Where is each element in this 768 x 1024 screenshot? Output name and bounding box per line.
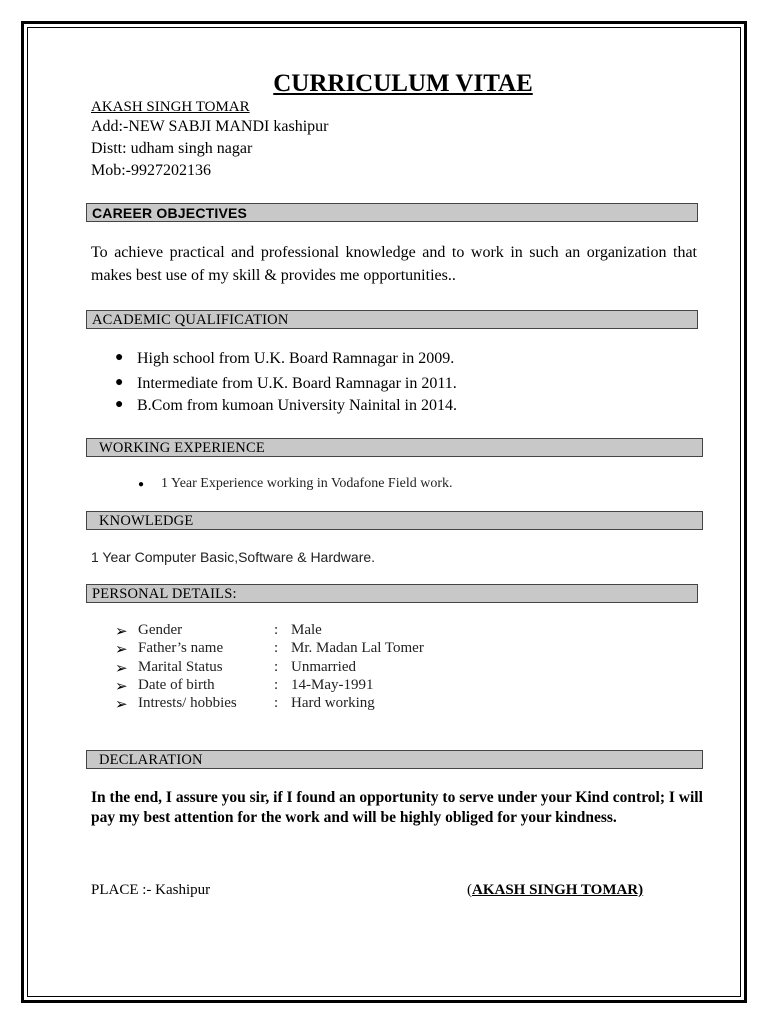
personal-value-gender: Male (291, 622, 322, 638)
academic-item: High school from U.K. Board Ramnagar in 2009. (137, 350, 455, 367)
arrow-bullet-icon: ➢ (115, 697, 128, 713)
personal-label-marital: Marital Status (138, 659, 223, 675)
personal-label-dob: Date of birth (138, 677, 215, 693)
academic-item: B.Com from kumoan University Nainital in 2014. (137, 397, 457, 414)
mobile-line: Mob:-9927202136 (91, 162, 211, 179)
personal-separator: : (274, 640, 279, 656)
bullet-icon: ● (115, 397, 124, 412)
personal-value-marital: Unmarried (291, 659, 356, 675)
bullet-icon: ● (115, 375, 124, 390)
arrow-bullet-icon: ➢ (115, 624, 128, 640)
personal-separator: : (274, 622, 279, 638)
signature-open-paren: ( (467, 882, 472, 898)
declaration-heading-bar (86, 750, 703, 769)
knowledge-text: 1 Year Computer Basic,Software & Hardware. (91, 549, 376, 565)
working-experience-heading: WORKING EXPERIENCE (99, 440, 265, 456)
signature-name: AKASH SINGH TOMAR) (472, 882, 644, 898)
academic-qualification-heading-bar (86, 310, 698, 329)
career-objectives-heading-bar (86, 203, 698, 222)
document-title: CURRICULUM VITAE (273, 70, 533, 97)
bullet-icon: ● (115, 350, 124, 365)
personal-separator: : (274, 659, 279, 675)
personal-value-father: Mr. Madan Lal Tomer (291, 640, 424, 656)
arrow-bullet-icon: ➢ (115, 679, 128, 695)
arrow-bullet-icon: ➢ (115, 661, 128, 677)
knowledge-heading: KNOWLEDGE (99, 513, 194, 529)
working-experience-heading-bar (86, 438, 703, 457)
district-line: Distt: udham singh nagar (91, 140, 253, 157)
academic-item: Intermediate from U.K. Board Ramnagar in 2011. (137, 375, 457, 392)
personal-label-gender: Gender (138, 622, 183, 638)
personal-value-dob: 14-May-1991 (291, 677, 374, 693)
personal-details-heading-bar (86, 584, 698, 603)
personal-value-hobbies: Hard working (291, 695, 375, 711)
bullet-icon: ● (138, 479, 145, 490)
personal-details-heading: PERSONAL DETAILS: (92, 586, 237, 602)
career-objectives-heading: CAREER OBJECTIVES (92, 205, 248, 221)
place-line: PLACE :- Kashipur (91, 882, 211, 898)
applicant-name: AKASH SINGH TOMAR (91, 99, 250, 115)
declaration-heading: DECLARATION (99, 752, 203, 768)
career-objectives-text: To achieve practical and professional knowledge and to work in such an organization that makes best use of my skill & provides me opportunities.. (91, 244, 697, 284)
declaration-text: In the end, I assure you sir, if I found an opportunity to serve under your Kind control; I will pay my best attention for the work and will be highly obliged for your kindness. (91, 789, 703, 826)
experience-item: 1 Year Experience working in Vodafone Field work. (161, 476, 453, 491)
academic-qualification-heading: ACADEMIC QUALIFICATION (92, 312, 289, 328)
personal-separator: : (274, 677, 279, 693)
address-line: Add:-NEW SABJI MANDI kashipur (91, 118, 329, 135)
personal-separator: : (274, 695, 279, 711)
knowledge-heading-bar (86, 511, 703, 530)
arrow-bullet-icon: ➢ (115, 642, 128, 658)
personal-label-hobbies: Intrests/ hobbies (138, 695, 237, 711)
signature-block (467, 882, 643, 899)
personal-label-father: Father’s name (138, 640, 224, 656)
